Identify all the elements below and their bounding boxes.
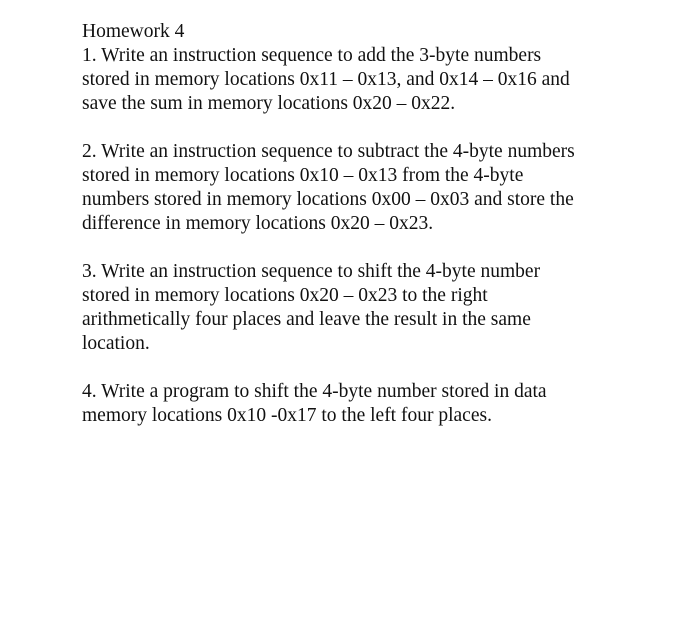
problem-line: stored in memory locations 0x10 – 0x13 from the 4-byte — [82, 165, 524, 186]
problem-line: memory locations 0x10 -0x17 to the left four places. — [82, 405, 492, 426]
problem-line: numbers stored in memory locations 0x00 – 0x03 and store the — [82, 189, 574, 210]
problem-line: stored in memory locations 0x20 – 0x23 to the right — [82, 285, 488, 306]
problem-3 — [82, 260, 642, 356]
problem-line: 4. Write a program to shift the 4-byte number stored in data — [82, 381, 547, 402]
problem-line: save the sum in memory locations 0x20 – 0x22. — [82, 93, 456, 114]
problem-1 — [82, 44, 642, 116]
problem-line: 2. Write an instruction sequence to subtract the 4-byte numbers — [82, 141, 575, 162]
problem-line: stored in memory locations 0x11 – 0x13, and 0x14 – 0x16 and — [82, 69, 570, 90]
document-title: Homework 4 — [82, 21, 185, 42]
problem-line: location. — [82, 333, 150, 354]
problem-line: 1. Write an instruction sequence to add the 3-byte numbers — [82, 45, 542, 66]
problem-2 — [82, 140, 642, 236]
problem-line: arithmetically four places and leave the result in the same — [82, 309, 531, 330]
problem-line: difference in memory locations 0x20 – 0x23. — [82, 213, 434, 234]
homework-document — [82, 20, 642, 428]
problem-4 — [82, 380, 642, 428]
problem-line: 3. Write an instruction sequence to shift the 4-byte number — [82, 261, 541, 282]
